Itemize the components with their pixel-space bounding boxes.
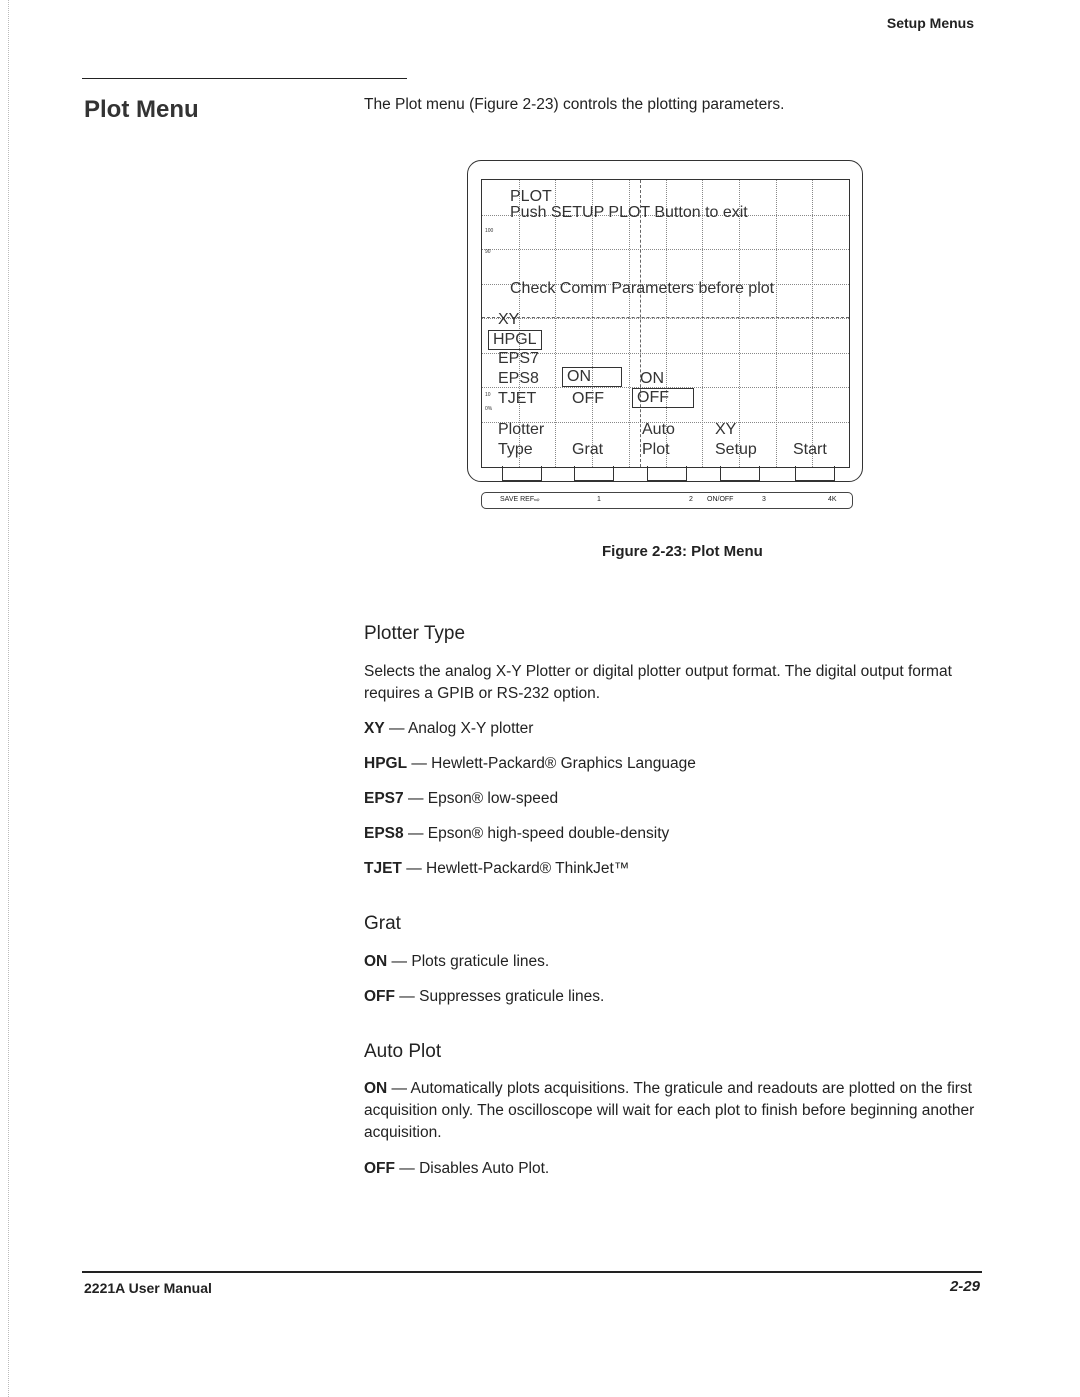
graticule-vertical-line: [629, 180, 630, 467]
screen-exit-hint: Push SETUP PLOT Button to exit: [510, 204, 748, 221]
channel-1-label: 1: [597, 496, 601, 503]
footer-rule: [82, 1271, 982, 1273]
graticule-horizontal-line: [482, 249, 849, 250]
softkey-4[interactable]: [720, 466, 760, 481]
grat-on-selected: ON: [562, 367, 622, 387]
definition-item: XY — Analog X-Y plotter: [364, 720, 534, 737]
binding-margin-line: [8, 0, 9, 1397]
plotter-option-eps7: EPS7: [498, 350, 539, 367]
menu-label-setup: Setup: [715, 441, 757, 458]
softkey-5[interactable]: [795, 466, 835, 481]
definition-item: OFF — Disables Auto Plot.: [364, 1160, 550, 1177]
menu-label-xy: XY: [715, 421, 737, 438]
intro-text: The Plot menu (Figure 2-23) controls the plotting parameters.: [364, 96, 785, 113]
softkey-3[interactable]: [647, 466, 687, 481]
page-number: 2-29: [949, 1278, 980, 1295]
auto-plot-off-selected: OFF: [632, 388, 694, 408]
scale-label: 100: [485, 228, 494, 234]
running-header: Setup Menus: [886, 15, 974, 31]
heading-plotter-type: Plotter Type: [364, 623, 466, 644]
menu-label-plot: Plot: [642, 441, 670, 458]
graticule-vertical-line: [592, 180, 593, 467]
footer-manual-title: 2221A User Manual: [84, 1280, 212, 1296]
oscilloscope-screen: [481, 179, 850, 468]
graticule-vertical-line: [702, 180, 703, 467]
channel-2-label: 2: [689, 496, 693, 503]
scale-label: 10: [485, 392, 491, 398]
channel-3-label: 3: [762, 496, 766, 503]
scale-label: 0%: [485, 406, 493, 412]
4k-label: 4K: [828, 496, 837, 503]
softkey-1[interactable]: [502, 466, 542, 481]
menu-label-plotter-type: Type: [498, 441, 533, 458]
menu-label-auto: Auto: [642, 421, 675, 438]
title-rule: [82, 78, 407, 79]
softkey-2[interactable]: [574, 466, 614, 481]
graticule-horizontal-line: [482, 318, 849, 319]
menu-label-start: Start: [793, 441, 827, 458]
menu-label-grat: Grat: [572, 441, 604, 458]
graticule-vertical-line: [739, 180, 740, 467]
definition-item: TJET — Hewlett-Packard® ThinkJet™: [364, 860, 630, 877]
grat-off: OFF: [572, 390, 604, 407]
plotter-option-tjet: TJET: [498, 390, 537, 407]
center-vertical-axis: [640, 180, 641, 467]
graticule-vertical-line: [812, 180, 813, 467]
graticule-vertical-line: [555, 180, 556, 467]
heading-auto-plot: Auto Plot: [364, 1041, 442, 1062]
definition-item: HPGL — Hewlett-Packard® Graphics Language: [364, 755, 696, 772]
arrow-icon: ⇨: [534, 497, 540, 504]
auto-plot-on: ON: [640, 370, 664, 387]
scale-label: 90: [485, 249, 491, 255]
definition-item: EPS8 — Epson® high-speed double-density: [364, 825, 670, 842]
page-title: Plot Menu: [84, 96, 199, 123]
screen-title: PLOT: [510, 188, 552, 205]
definition-item: ON — Plots graticule lines.: [364, 953, 550, 970]
menu-label-plotter-top: Plotter: [498, 421, 545, 438]
plotter-option-eps8: EPS8: [498, 370, 539, 387]
definition-item: ON — Automatically plots acquisitions. The graticule and readouts are plotted on the first acquisition only. The oscilloscope will wait for each plot to finish before beginning another acquisition.: [364, 1080, 975, 1141]
heading-grat: Grat: [364, 913, 401, 934]
plotter-type-description: Selects the analog X-Y Plotter or digital plotter output format. The digital output format requires a GPIB or RS-232 option.: [364, 663, 952, 702]
plotter-option-hpgl-selected: HPGL: [488, 330, 542, 350]
save-ref-label: SAVE REF: [500, 496, 535, 503]
figure-caption: Figure 2-23: Plot Menu: [602, 543, 763, 560]
front-panel-strip: [481, 492, 853, 509]
definition-item: OFF — Suppresses graticule lines.: [364, 988, 605, 1005]
center-horizontal-axis: [482, 317, 849, 318]
graticule-vertical-line: [776, 180, 777, 467]
on-off-label: ON/OFF: [707, 496, 734, 503]
definition-item: EPS7 — Epson® low-speed: [364, 790, 559, 807]
screen-warning: Check Comm Parameters before plot: [510, 280, 775, 297]
plotter-option-xy: XY: [498, 311, 520, 328]
